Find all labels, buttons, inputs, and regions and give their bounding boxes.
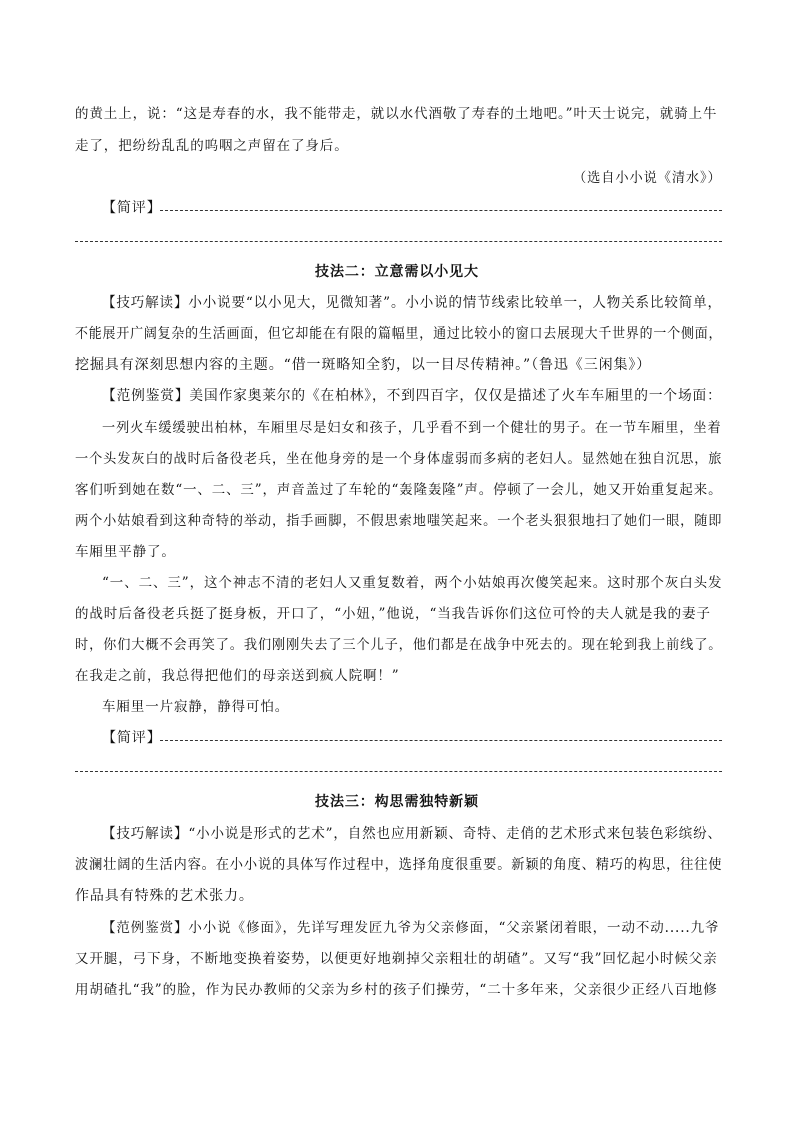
section-title: 技法二：立意需以小见大 [315, 264, 479, 280]
story-line: 两个小姑娘看到这种奇特的举动，指手画脚，不假思索地嗤笑起来。一个老头狠狠地扫了她们一眼，随即 [75, 513, 723, 529]
story-line: 的黄土上，说：“这是寿春的水，我不能带走，就以水代酒敬了寿春的土地吧。”叶天士说完，就骑上牛 [75, 106, 718, 122]
example-line: 用胡碴扎“我”的脸，作为民办教师的父亲为乡村的孩子们操劳，“二十多年来，父亲很少正经八百地修 [75, 982, 718, 998]
comment-answer-line[interactable] [160, 210, 722, 211]
comment-answer-line[interactable] [160, 740, 722, 741]
example-line: 【范例鉴赏】小小说《修面》，先详写理发匠九爷为父亲修面，“父亲紧闭着眼，一动不动.....九爷 [102, 920, 720, 936]
analysis-line: 【技巧解读】小小说要“以小见大，见微知著”。小小说的情节线索比较单一，人物关系比较简单， [102, 295, 722, 311]
story-line: 车厢里一片寂静，静得可怕。 [102, 699, 290, 715]
story-line: 客们听到她在数“一、二、三”，声音盖过了车轮的“轰隆轰隆”声。停顿了一会儿，她又开始重复起来。 [75, 482, 723, 498]
story-line: “一、二、三”，这个神志不清的老妇人又重复数着，两个小姑娘再次傻笑起来。这时那个灰白头发 [102, 575, 723, 591]
example-line: 又开腿，弓下身，不断地变换着姿势，以便更好地剃掉父亲粗壮的胡碴”。又写“我”回忆起小时候父亲 [75, 951, 718, 967]
story-line: 一个头发灰白的战时后备役老兵，坐在他身旁的是一个身体虚弱而多病的老妇人。显然她在独自沉思，旅 [75, 451, 723, 467]
analysis-line: 作品具有特殊的艺术张力。 [75, 888, 254, 904]
story-line: 在我走之前，我总得把他们的母亲送到疯人院啊！” [75, 668, 400, 684]
analysis-line: 不能展开广阔复杂的生活画面，但它却能在有限的篇幅里，通过比较小的窗口去展现大千世界的一个侧面， [75, 326, 723, 342]
analysis-line: 【技巧解读】“小小说是形式的艺术”，自然也应用新颖、奇特、走俏的艺术形式来包装色彩缤纷、 [102, 826, 722, 842]
comment-label: 【简评】 [102, 730, 162, 746]
story-source: （选自小小说《清水》） [573, 170, 722, 186]
example-intro: 【范例鉴赏】美国作家奥莱尔的《在柏林》，不到四百字，仅仅是描述了火车车厢里的一个场面： [102, 388, 722, 404]
section-divider [75, 771, 722, 772]
story-line: 时，你们大概不会再笑了。我们刚刚失去了三个儿子，他们都是在战争中死去的。现在轮到我上前线了。 [75, 637, 723, 653]
story-line: 一列火车缓缓驶出柏林，车厢里尽是妇女和孩子，几乎看不到一个健壮的男子。在一节车厢里，坐着 [102, 420, 722, 436]
story-line: 走了，把纷纷乱乱的呜咽之声留在了身后。 [75, 138, 349, 154]
comment-label: 【简评】 [102, 200, 162, 216]
analysis-line: 挖掘具有深刻思想内容的主题。“借一斑略知全豹，以一目尽传精神。”（鲁迅《三闲集》） [75, 357, 652, 373]
analysis-line: 波澜壮阔的生活内容。在小小说的具体写作过程中，选择角度很重要。新颖的角度、精巧的构思，往往使 [75, 857, 723, 873]
story-line: 的战时后备役老兵挺了挺身板，开口了，“小妞，”他说，“当我告诉你们这位可怜的夫人就是我的妻子 [75, 606, 711, 622]
section-title: 技法三：构思需独特新颖 [315, 794, 479, 810]
section-divider [75, 241, 722, 242]
story-line: 车厢里平静了。 [75, 544, 176, 560]
